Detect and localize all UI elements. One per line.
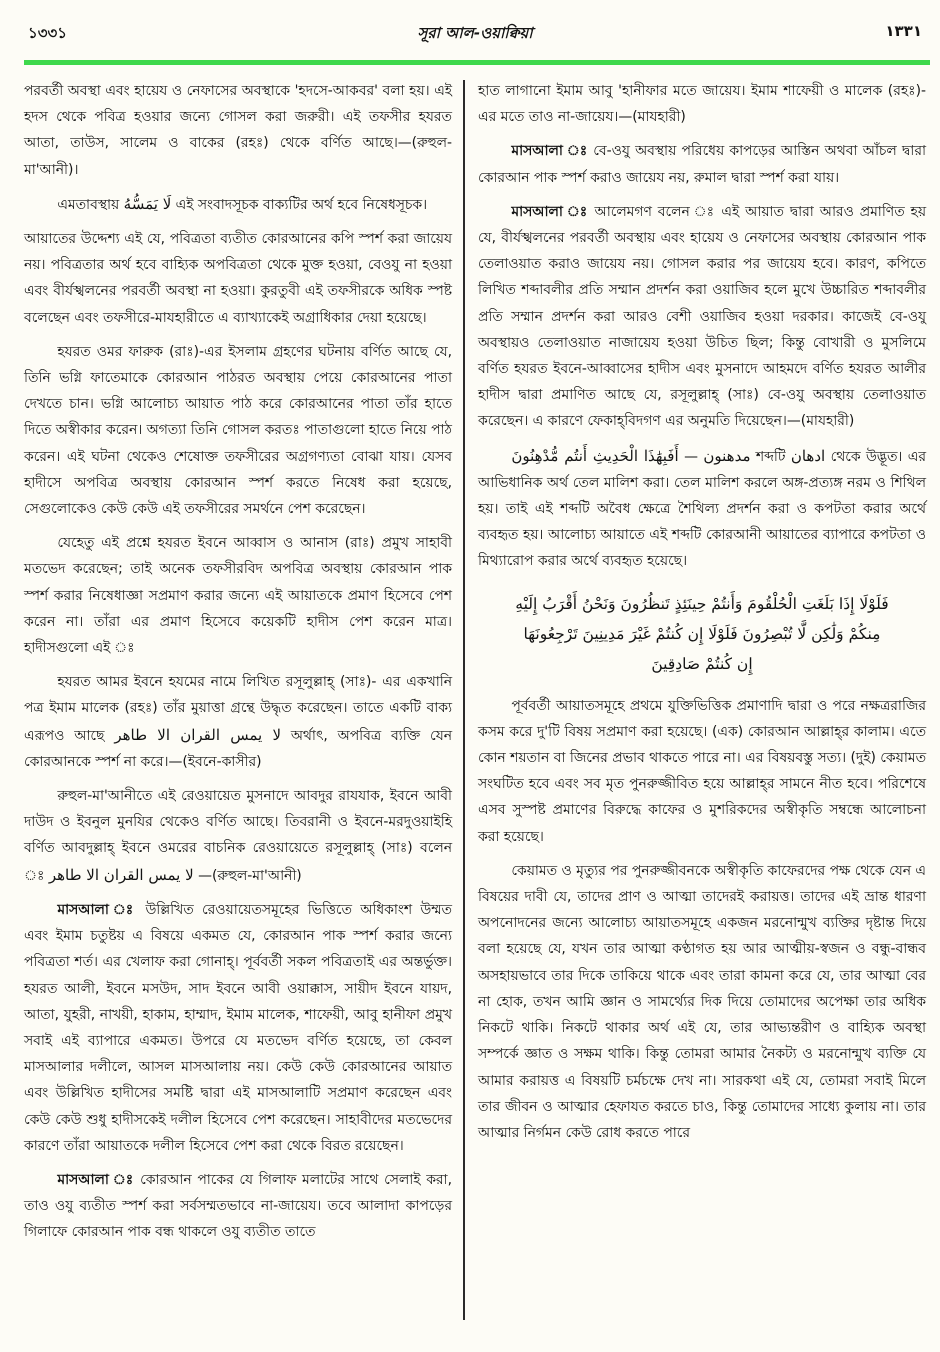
page-header — [28, 22, 922, 44]
arabic-word: مدهنون — [703, 446, 751, 465]
text: থেকে উদ্ভূত। এর আভিধানিক অর্থ তেল মালিশ করা। তেল মালিশ করলে অঙ্গ-প্রত্যঙ্গ নরম ও শিথিল হয়। তাই এই শব্দটি অবৈধ ক্ষেত্রে শৈথিল্য প্রদর্শন করা ও কপটতা করার অর্থে ব্যবহৃত হয়। আলোচ্য আয়াতে এই শব্দটি কোরআনী আয়াতের ব্যাপারে কপটতা ও মিথ্যারোপ করার অর্থে ব্যবহৃত হয়েছে। — [478, 448, 927, 570]
paragraph: হযরত ওমর ফারুক (রাঃ)-এর ইসলাম গ্রহণের ঘটনায় বর্ণিত আছে যে, তিনি ভগ্নি ফাতেমাকে কোরআন পাঠরত অবস্থায় পেয়ে কোরআনের পাতা দেখতে চান। ভগ্নি আলোচ্য আয়াত পাঠ করে কোরআনের পাতা তাঁর হাতে দিতে অস্বীকার করেন। অগত্যা তিনি গোসল করতঃ পাতাগুলো হাতে নিয়ে পাঠ করেন। এই ঘটনা থেকেও শেষোক্ত তফসীরের অগ্রগণ্যতা বোঝা যায়। যেসব হাদীসে অপবিত্র অবস্থায় কোরআন স্পর্শ করতে নিষেধ করা হয়েছে, সেগুলোকেও কেউ কেউ এই তফসীরের সমর্থনে পেশ করেছেন। — [24, 343, 452, 518]
text: —(রুহুল-মা'আনী) — [198, 867, 302, 884]
verse-line: مِنكُمْ وَلَٰكِن لَّا تُبْصِرُونَ فَلَوْلَا إِن كُنتُمْ غَيْرَ مَدِينِينَ تَرْجِعُونَهَا — [523, 624, 881, 643]
paragraph — [24, 897, 452, 1159]
right-column — [478, 78, 926, 1322]
arabic-phrase: لا يمس القران الا طاهر — [48, 865, 194, 884]
surah-title: সূরা আল-ওয়াক্বিয়া — [417, 24, 533, 42]
arabic-phrase: لَا يَمَسُّهُ — [123, 194, 172, 213]
paragraph: আয়াতের উদ্দেশ্য এই যে, পবিত্রতা ব্যতীত কোরআনের কপি স্পর্শ করা জায়েয নয়। পবিত্রতার অর্থ হবে বাহ্যিক অপবিত্রতা থেকে মুক্ত হওয়া, বেওযু না হওয়া এবং বীর্যস্খলনের পরবর্তী অবস্থা না হওয়া। কুরতুবী এই তফসীরকে অধিক স্পষ্ট বলেছেন এবং তফসীরে-মাযহারীতে এ ব্যাখ্যাকেই অগ্রাধিকার দেয়া হয়েছে। — [24, 231, 452, 326]
text: এই সংবাদসূচক বাক্যটির অর্থ হবে নিষেধসূচক। — [175, 196, 428, 213]
masala-term: মাসআলা ঃ — [511, 203, 589, 220]
text: রুহুল-মা'আনীতে এই রেওয়ায়েত মুসনাদে আবদুর রাযযাক, ইবনে আবী দাউদ ও ইবনুল মুনযির থেকেও বর্ণিত আছে। তিবরানী ও ইবনে-মরদুওয়াইহি বর্ণিত আবদুল্লাহ্ ইবনে ওমরের বাচনিক রেওয়ায়েতে রসূলুল্লাহ্ (সাঃ) বলেন ঃ — [24, 788, 452, 884]
paragraph — [24, 669, 452, 775]
paragraph — [478, 443, 926, 575]
masala-term: মাসআলা ঃ — [57, 1171, 135, 1188]
header-rule — [24, 60, 930, 65]
text: — — [684, 448, 698, 465]
text: কোরআন পাকের যে গিলাফ মলাটের সাথে সেলাই করা, তাও ওযু ব্যতীত স্পর্শ করা সর্বসম্মতভাবে না-জায়েয। তবে আলাদা কাপড়ের গিলাফে কোরআন পাক বন্ধ থাকলে ওযু ব্যতীত তাতে — [24, 1171, 453, 1241]
paragraph — [24, 1167, 452, 1246]
text: হযরত আমর ইবনে হযমের নামে লিখিত রসূলুল্লাহ্ (সাঃ)- এর একখানি পত্র ইমাম মালেক (রহঃ) তাঁর মুয়াত্তা গ্রন্থে উদ্ধৃত করেছেন। তাতে একটি বাক্য এরূপও আছে — [24, 674, 452, 744]
verse-line: فَلَوْلَا إِذَا بَلَغَتِ الْحُلْقُومَ وَأَنتُمْ حِينَئِذٍ تَنظُرُونَ وَنَحْنُ أَقْرَبُ إِلَيْهِ — [515, 594, 889, 613]
arabic-verse-inline: أَفَبِهَٰذَا الْحَدِيثِ أَنتُم مُّدْهِنُونَ — [511, 446, 679, 465]
text: আলেমগণ বলেন ঃ এই আয়াত দ্বারা আরও প্রমাণিত হয় যে, বীর্যস্খলনের পরবর্তী অবস্থায় এবং হায়েয ও নেফাসের অবস্থায় কোরআন পাক তেলাওয়াত করাও জায়েয নয়। গোসল করার পর জায়েয হবে। কারণ, কপিতে লিখিত শব্দাবলীর প্রতি সম্মান প্রদর্শন করা ওয়াজিব হলে মুখে উচ্চারিত শব্দাবলীর প্রতি সম্মান প্রদর্শন করা আরও বেশী ওয়াজিব হওয়া দরকার। কাজেই বে-ওযু অবস্থায়ও তেলাওয়াত নাজায়েয হওয়া উচিত ছিল; কিন্তু বোখারী ও মুসলিমে বর্ণিত হযরত ইবনে-আব্বাসের হাদীস এবং মুসনাদে আহমদে বর্ণিত হযরত আলীর হাদীস দ্বারা প্রমাণিত আছে যে, রসূলুল্লাহ্ (সাঃ) বে-ওযু অবস্থায় তেলাওয়াত করেছেন। এ কারণে ফেকাহ্‌বিদগণ এর অনুমতি দিয়েছেন।—(মাযহারী) — [478, 203, 927, 430]
paragraph: যেহেতু এই প্রশ্নে হযরত ইবনে আব্বাস ও আনাস (রাঃ) প্রমুখ সাহাবী মতভেদ করেছেন; তাই অনেক তফসীরবিদ অপবিত্র অবস্থায় কোরআন পাক স্পর্শ করার নিষেধাজ্ঞা সপ্রমাণ করার জন্যে এই আয়াতকে প্রমাণ হিসেবে পেশ করেন না। তাঁরা এর প্রমাণ হিসেবে কয়েকটি হাদীস পেশ করেন মাত্র। হাদীসগুলো এই ঃ — [24, 535, 452, 657]
masala-term: মাসআলা ঃ — [511, 143, 588, 160]
masala-term: মাসআলা ঃ — [57, 901, 138, 918]
text: শব্দটি — [755, 448, 786, 465]
verse-line: إِن كُنتُمْ صَادِقِينَ — [651, 654, 753, 673]
paragraph: পরবর্তী অবস্থা এবং হায়েয ও নেফাসের অবস্থাকে 'হদসে-আকবর' বলা হয়। এই হদস থেকে পবিত্র হওয়ার জন্যে গোসল করা জরুরী। এই তফসীর হযরত আতা, তাউস, সালেম ও বাকের (রহঃ) থেকে বর্ণিত আছে।—(রুহুল-মা'আনী)। — [24, 83, 452, 178]
paragraph: কেয়ামত ও মৃত্যুর পর পুনরুজ্জীবনকে অস্বীকৃতি কাফেরদের পক্ষ থেকে যেন এ বিষয়ের দাবী যে, তাদের প্রাণ ও আত্মা তাদেরই করায়ত্ত। তাদের এই ভ্রান্ত ধারণা অপনোদনের জন্যে আলোচ্য আয়াতসমূহে একজন মরনোন্মুখ ব্যক্তির দৃষ্টান্ত দিয়ে বলা হয়েছে যে, যখন তার আত্মা কণ্ঠাগত হয় আর আত্মীয়-স্বজন ও বন্ধু-বান্ধব অসহায়ভাবে তার দিকে তাকিয়ে থাকে এবং তারা কামনা করে যে, তার আত্মা বের না হোক, তখন আমি জ্ঞান ও সামর্থ্যের দিক দিয়ে তোমাদের অপেক্ষা তার অধিক নিকটে থাকি। নিকটে থাকার অর্থ এই যে, তার আভ্যন্তরীণ ও বাহ্যিক অবস্থা সম্পর্কে জ্ঞাত ও সক্ষম থাকি। কিন্তু তোমরা আমার নৈকট্য ও মরনোন্মুখ ব্যক্তি যে আমার করায়ত্ত এ বিষয়টি চর্মচক্ষে দেখ না। সারকথা এই যে, তোমরা সবাই মিলে তার জীবন ও আত্মার হেফাযত করতে চাও, কিন্তু তোমাদের সাধ্যে কুলায় না। তার আত্মার নির্গমন কেউ রোধ করতে পারে — [478, 862, 926, 1141]
paragraph: পূর্ববর্তী আয়াতসমূহে প্রথমে যুক্তিভিত্তিক প্রমাণাদি দ্বারা ও পরে নক্ষত্ররাজির কসম করে দু'টি বিষয় সপ্রমাণ করা হয়েছে। (এক) কোরআন আল্লাহ্‌র কালাম। এতে কোন শয়তান বা জিনের প্রভাব থাকতে পারে না। এর বিষয়বস্তু সত্য। (দুই) কেয়ামত সংঘটিত হবে এবং সব মৃত পুনরুজ্জীবিত হয়ে আল্লাহ্‌র সামনে নীত হবে। পরিশেষে এসব সুস্পষ্ট প্রমাণের বিরুদ্ধে কাফের ও মুশরিকদের অস্বীকৃতি সম্বন্ধে আলোচনা করা হয়েছে। — [478, 697, 926, 845]
text: অর্থাৎ, অপবিত্র ব্যক্তি যেন কোরআনকে স্পর্শ না করে।—(ইবনে-কাসীর) — [24, 727, 452, 770]
paragraph — [478, 138, 926, 190]
arabic-phrase: لا يمس القران الا طاهر — [114, 725, 282, 744]
paragraph: হাত লাগানো ইমাম আবু 'হানীফার মতে জায়েয। ইমাম শাফেয়ী ও মালেক (রহঃ)-এর মতে তাও না-জায়েয।—(মাযহারী) — [478, 83, 926, 126]
quran-verse-block — [488, 589, 916, 679]
page-number-arabic: ١٣٣١ — [885, 22, 922, 40]
arabic-root: ادهان — [790, 446, 826, 465]
paragraph — [478, 199, 926, 435]
left-column — [24, 78, 452, 1322]
paragraph — [24, 783, 452, 889]
page-number-bengali: ১৩৩১ — [28, 24, 67, 42]
text: বে-ওযু অবস্থায় পরিধেয় কাপড়ের আস্তিন অথবা আঁচল দ্বারা কোরআন পাক স্পর্শ করাও জায়েয নয়, রুমাল দ্বারা স্পর্শ করা যায়। — [478, 143, 926, 186]
text: এমতাবস্থায় — [57, 196, 120, 213]
column-divider — [463, 80, 465, 1320]
paragraph — [24, 191, 452, 218]
text: উল্লিখিত রেওয়ায়েতসমূহের ভিত্তিতে অধিকাংশ উম্মত এবং ইমাম চতুষ্টয় এ বিষয়ে একমত যে, কোরআন পাক স্পর্শ করার জন্যে পবিত্রতা শর্ত। এর খেলাফ করা গোনাহ্। পূর্ববর্তী সকল পবিত্রতাই এর অন্তর্ভুক্ত। হযরত আলী, ইবনে মসউদ, সাদ ইবনে আবী ওয়াক্কাস, সায়ীদ ইবনে যায়দ, আতা, যুহরী, নাখয়ী, হাকাম, হাম্মাদ, ইমাম মালেক, শাফেয়ী, আবু হানীফা প্রমুখ সবাই এই ব্যাপারে একমত। উপরে যে মতভেদ বর্ণিত হয়েছে, তা কেবল মাসআলার দলীলে, আসল মাসআলায় নয়। কেউ কেউ কোরআনের আয়াত এবং উল্লিখিত হাদীসের সমষ্টি দ্বারা এই মাসআলাটি সপ্রমাণ করেছেন এবং কেউ কেউ শুধু হাদীসকেই দলীল হিসেবে পেশ করেছেন। সাহাবীদের মতভেদের কারণে তাঁরা আয়াতকে দলীল হিসেবে পেশ করা থেকে বিরত রয়েছেন। — [24, 901, 452, 1154]
